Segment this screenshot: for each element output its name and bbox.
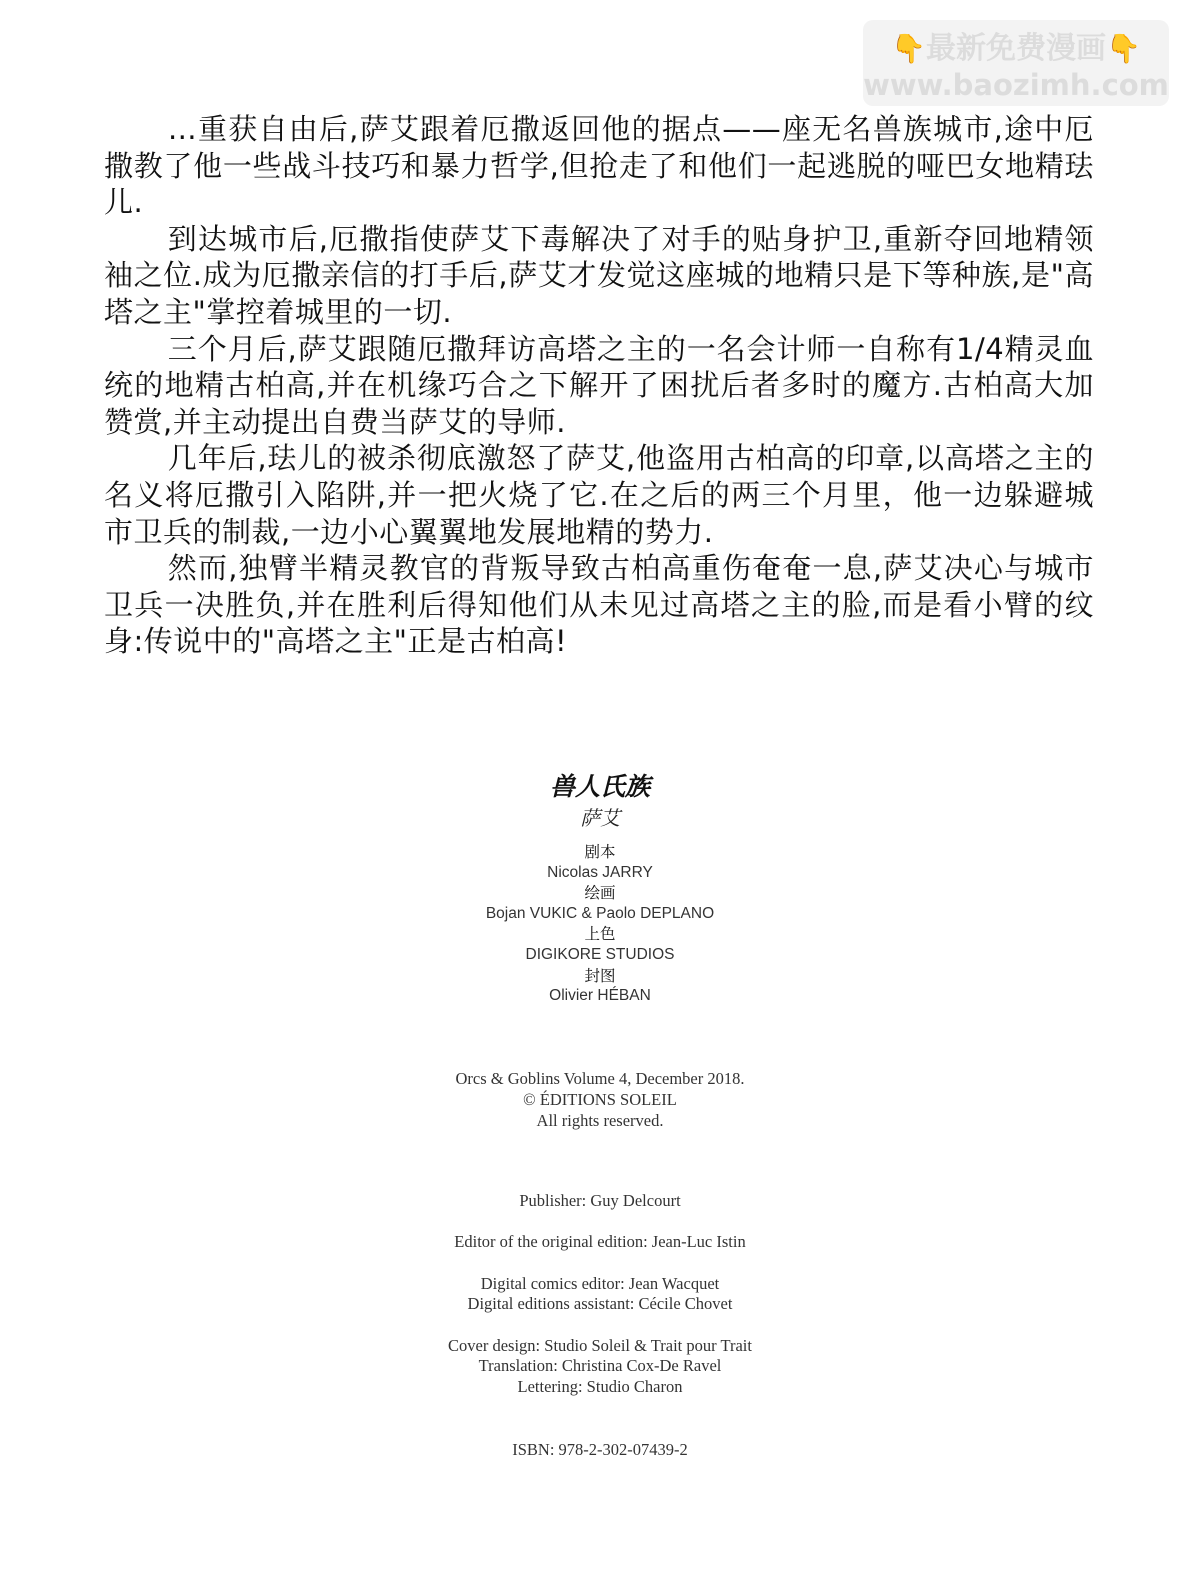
credit-role-script: 剧本 xyxy=(584,843,616,861)
watermark-text: 最新免费漫画 xyxy=(926,31,1106,66)
watermark-url: www.baozimh.com xyxy=(863,68,1169,102)
credit-role-cover: 封图 xyxy=(584,966,616,985)
book-subtitle: 萨艾 xyxy=(580,806,620,830)
story-summary xyxy=(104,111,1094,660)
pointing-down-icon: 👇 xyxy=(891,32,926,65)
summary-paragraph: 三个月后,萨艾跟随厄撒拜访高塔之主的一名会计师一自称有1/4精灵血统的地精古柏高,并在机缘巧合之下解开了困扰后者多时的魔方.古柏高大加赞赏,并主动提出自费当萨艾的导师. xyxy=(104,331,1094,439)
credit-role-art: 绘画 xyxy=(584,884,616,903)
lettering-line: Lettering: Studio Charon xyxy=(517,1377,683,1397)
book-title: 兽人氏族 xyxy=(549,772,650,801)
cover-design-line: Cover design: Studio Soleil & Trait pour Trait xyxy=(448,1335,752,1355)
translation-line: Translation: Christina Cox-De Ravel xyxy=(478,1356,722,1376)
isbn-line: ISBN: 978-2-302-07439-2 xyxy=(512,1440,688,1459)
edition-line: Orcs & Goblins Volume 4, December 2018. xyxy=(455,1069,745,1088)
watermark-banner xyxy=(863,20,1169,106)
credit-role-color: 上色 xyxy=(584,925,616,944)
summary-paragraph: 然而,独臂半精灵教官的背叛导致古柏高重伤奄奄一息,萨艾决心与城市卫兵一决胜负,并在胜利后得知他们从未见过高塔之主的脸,而是看小臂的纹身:传说中的"高塔之主"正是古柏高! xyxy=(104,551,1094,659)
credits-block xyxy=(0,842,1200,1007)
editor-line: Editor of the original edition: Jean-Luc Istin xyxy=(454,1232,746,1252)
copyright-line: © ÉDITIONS SOLEIL xyxy=(523,1090,677,1109)
spacer xyxy=(0,1315,1200,1336)
summary-paragraph: 几年后,珐儿的被杀彻底激怒了萨艾,他盗用古柏高的印章,以高塔之主的名义将厄撒引入陷阱,并一把火烧了它.在之后的两三个月里，他一边躲避城市卫兵的制裁,一边小心翼翼地发展地精的势力. xyxy=(104,441,1094,549)
spacer xyxy=(0,1212,1200,1233)
copyright-block xyxy=(0,1068,1200,1131)
spacer xyxy=(0,1253,1200,1274)
watermark-headline xyxy=(863,30,1169,68)
summary-paragraph: …重获自由后,萨艾跟着厄撒返回他的据点——座无名兽族城市,途中厄撒教了他一些战斗技巧和暴力哲学,但抢走了和他们一起逃脱的哑巴女地精珐儿. xyxy=(104,112,1094,220)
credit-name-script: Nicolas JARRY xyxy=(547,863,653,881)
publisher-line: Publisher: Guy Delcourt xyxy=(519,1191,681,1210)
credit-name-cover: Olivier HÉBAN xyxy=(549,987,651,1005)
digital-editor-line: Digital comics editor: Jean Wacquet xyxy=(480,1273,720,1293)
credit-name-color: DIGIKORE STUDIOS xyxy=(525,945,675,963)
staff-block xyxy=(0,1191,1200,1398)
rights-line: All rights reserved. xyxy=(536,1111,664,1130)
credit-name-art: Bojan VUKIC & Paolo DEPLANO xyxy=(485,904,715,922)
digital-assistant-line: Digital editions assistant: Cécile Chovet xyxy=(467,1294,733,1314)
book-title-block xyxy=(0,770,1200,832)
summary-paragraph: 到达城市后,厄撒指使萨艾下毒解决了对手的贴身护卫,重新夺回地精领袖之位.成为厄撒亲信的打手后,萨艾才发觉这座城的地精只是下等种族,是"高塔之主"掌控着城里的一切. xyxy=(104,221,1094,329)
pointing-down-icon: 👇 xyxy=(1106,32,1141,65)
